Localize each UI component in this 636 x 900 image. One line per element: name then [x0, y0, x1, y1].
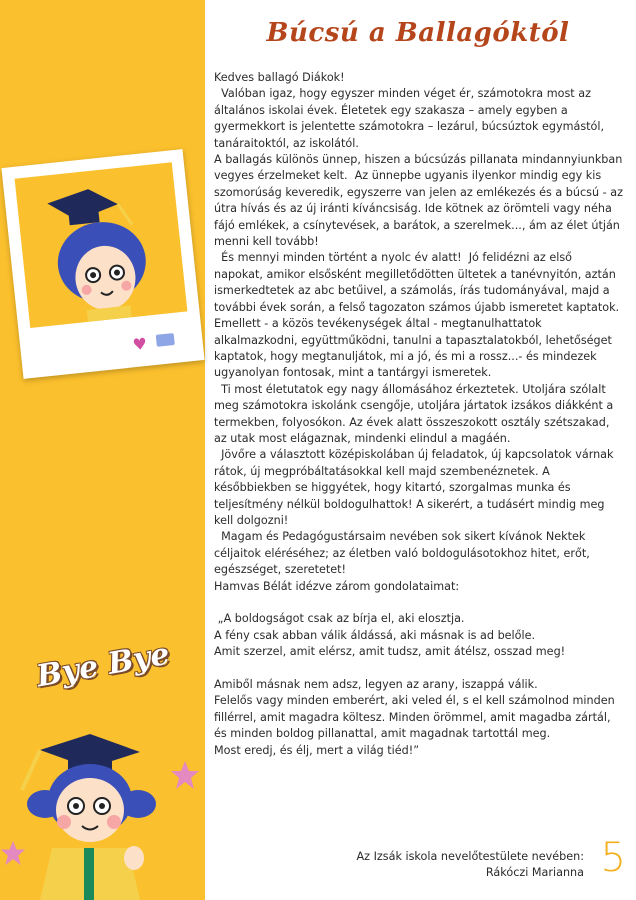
paragraph: Ti most életutatok egy nagy állomásához érkeztetek. Utoljára szólalt meg számotokra iskolánk csengője, utoljára jártatok izsákos diákként a termekben, folyosókon. Az évek alatt összeszokott osztály szétszakad, az utak most elágaznak, mindenki elindul a magáén.: [214, 382, 617, 445]
paragraph: Valóban igaz, hogy egyszer minden véget ér, számotokra most az általános iskolai évek. Életetek egy szakasza – amely egyben a gyermekkort is jelentette számotokra – lezárul, búcsúztok egymástól, tanáraitoktól, az iskolától.: [214, 87, 608, 150]
greeting: Kedves ballagó Diákok!: [214, 71, 345, 84]
quote: Amiből másnak nem adsz, legyen az arany, iszappá válik. Felelős vagy minden emberért, aki veled él, s el kell számolnod minden fillérrel, amit magadra költesz. Minden örömmel, amit magadba zártál, és minden boldog pillanattal, amit magadnak tartottál meg. Most eredj, és élj, mert a világ tiéd!”: [214, 678, 615, 757]
page-title: Búcsú a Ballagóktól: [266, 18, 570, 48]
graduate-boy-illustration: [15, 162, 188, 328]
signature-line-1: Az Izsák iskola nevelőtestülete nevében:: [356, 850, 584, 863]
blank-line: [214, 661, 624, 677]
paragraph: És mennyi minden történt a nyolc év alatt! Jó felidézni az első napokat, amikor elsősként megilletődötten ültetek a tanévnyitón, aztán ismerkedtetek az abc betűivel, a számolás, írás tudományával, majd a további évek során, a felső tagozaton számos újabb ismeretet kaptatok. Emellett - a közös tevékenységek által - megtanulhattatok alkalmazkodni, együttműködni, tanulni a tapasztalatokból, lehetőséget kaptatok, hogy megtanuljátok, mi a jó, és mi a rossz...- és mindezek ugyanolyan fontosak, mint a tantárgyi ismeretek.: [214, 251, 623, 380]
graduate-girl-illustration: [0, 720, 175, 900]
paragraph: Magam és Pedagógustársaim nevében sok sikert kívánok Nektek céljaitok eléréséhez; az életben való boldogulásotokhoz hitet, erőt, egészséget, szeretetet!: [214, 530, 594, 577]
letter-body: [214, 70, 627, 759]
heart-icon: ♥: [131, 333, 148, 355]
paragraph: A ballagás különös ünnep, hiszen a búcsúzás pillanata mindannyiunkban vegyes érzelmeket kelt. Az ünnepbe ugyanis ilyenkor mindig egy kis szomorúság keveredik, egyszerre van jelen az emlékezés és a búcsú - az útra hívás és az új iránti kíváncsiság. Ide kötnek az örömteli vagy néha fájó emlékek, a csínytevések, a barátok, a szerelmek..., ám az élet útján menni kell tovább!: [214, 153, 627, 249]
page-number: 5: [600, 835, 626, 881]
signature: [357, 849, 585, 882]
paragraph: Jövőre a választott középiskolában új feladatok, új kapcsolatok várnak rátok, új megpróbáltatásokkal kell majd szembenéznetek. A későbbiekben se higgyétek, hogy kitartó, szorgalmas munka és teljesítmény nélkül boldogulhattok! A sikerért, a tudásért mindig meg kell dolgozni!: [214, 448, 618, 527]
photo-frame: [1, 149, 204, 379]
bye-bye-text: Bye Bye: [33, 636, 173, 695]
cassette-icon: [156, 333, 175, 347]
quote: „A boldogságot csak az bírja el, aki elosztja. A fény csak abban válik áldássá, aki másnak is ad belőle. Amit szerzel, amit elérsz, amit tudsz, amit átélsz, osszad meg!: [214, 612, 566, 659]
blank-line: [214, 595, 624, 611]
graduate-photo: [15, 162, 188, 328]
paragraph: Hamvas Bélát idézve zárom gondolataimat:: [214, 579, 460, 593]
signature-line-2: Rákóczi Marianna: [485, 866, 584, 880]
